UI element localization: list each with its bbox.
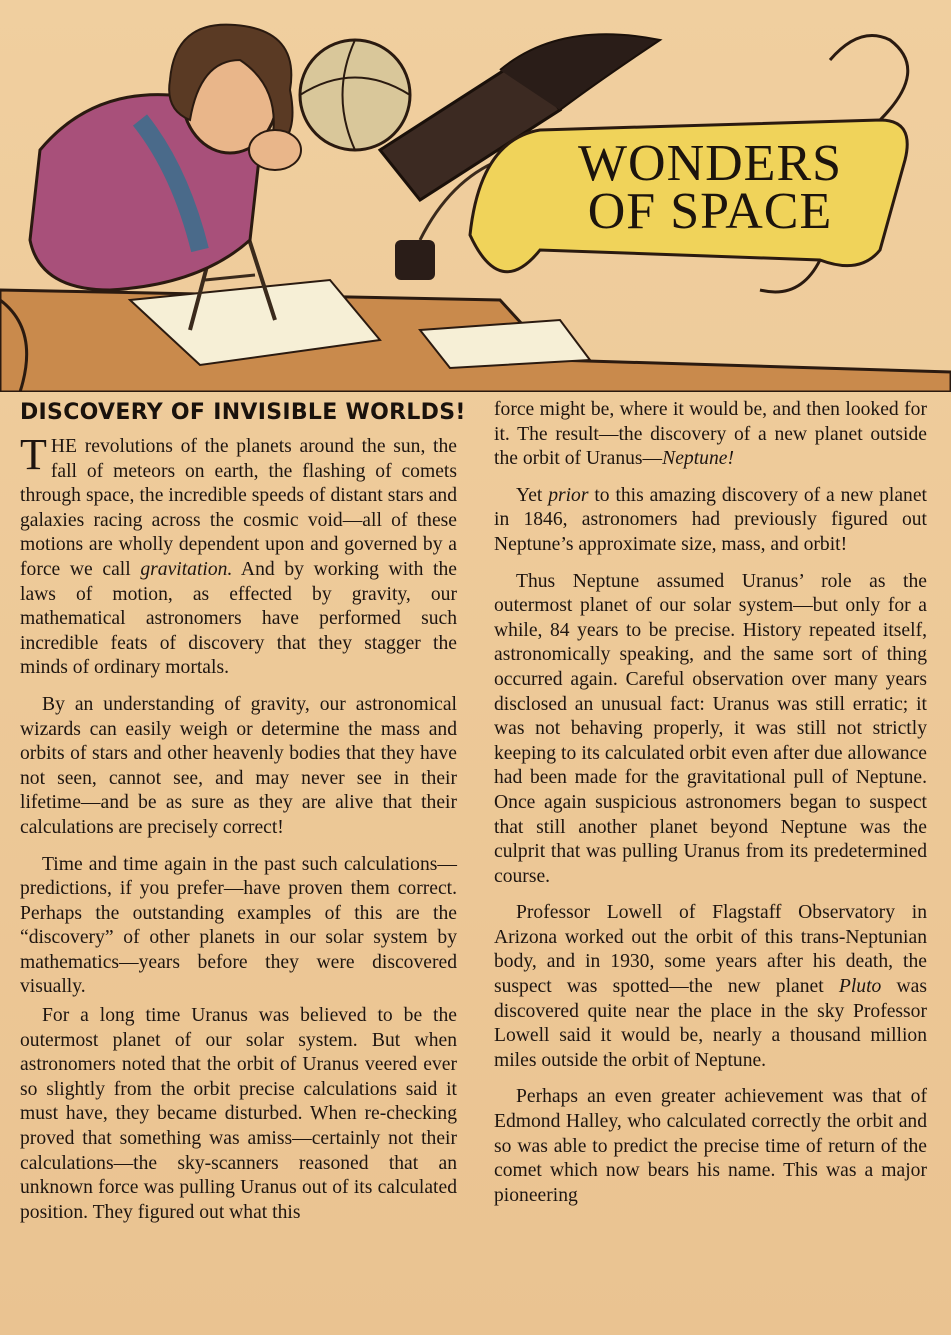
emphasis-text: prior: [548, 484, 589, 506]
paragraph-text: was discovered quite near the place in the sky Professor Lowell said it would be, nearly a thousand million miles outside the orbit of Neptune.: [494, 976, 927, 1071]
banner-title-line2: OF SPACE: [587, 183, 833, 240]
paragraph: Time and time again in the past such calculations—predictions, if you prefer—have proven them correct. Perhaps the outstanding examples of this are the “discovery” of other planets in our solar system by mathematics—years before they were discovered visually.: [20, 853, 457, 998]
paragraph-text: to this amazing discovery of a new planet in 1846, astronomers had previously figured out Neptune’s approximate size, mass, and orbit!: [494, 484, 927, 555]
drop-cap: T: [20, 430, 47, 479]
paragraph-text: Professor Lowell of Flagstaff Observatory in Arizona worked out the orbit of this trans-Neptunian body, and in 1930, some years after his death, the suspect was spotted—the new planet: [494, 902, 927, 998]
emphasis-text: gravitation.: [140, 558, 233, 580]
article-column-right: [494, 398, 927, 1220]
paragraph: Perhaps an even greater achievement was that of Edmond Halley, who calculated correctly the orbit and so was able to predict the precise time of return of the comet which now bears his name. This was a major pioneering: [494, 1086, 927, 1206]
article-column-left: [20, 398, 466, 1237]
paragraph: For a long time Uranus was believed to be the outermost planet of our solar system. But when astronomers noted that the orbit of Uranus veered ever so slightly from the orbit precise calculations said it must have, they became disturbed. When re-checking proved that something was amiss—certainly not their calculations—the sky-scanners reasoned that an unknown force was pulling Uranus out of its calculated position. They figured out what this: [20, 1005, 457, 1223]
banner-title: [545, 135, 875, 240]
paragraph: [494, 398, 927, 472]
paragraph: By an understanding of gravity, our astronomical wizards can easily weigh or determine the mass and orbits of stars and other heavenly bodies that they have not seen, cannot see, and may never see in their lifetime—and be as sure as they are alive that their calculations are precisely correct!: [20, 693, 457, 838]
paragraph-text: Yet: [516, 484, 549, 506]
paragraph-text: HE revolutions of the planets around the sun, the fall of meteors on earth, the flashing of comets through space, the incredible speeds of distant stars and galaxies racing across the cosmic void—all of these motions are wholly dependent upon and governed by a force we call: [20, 436, 457, 580]
emphasis-text: Neptune!: [662, 448, 734, 470]
banner-title-line1: WONDERS: [577, 135, 843, 192]
emphasis-text: Pluto: [838, 976, 882, 998]
paragraph: [494, 901, 927, 1073]
paragraph: Thus Neptune assumed Uranus’ role as the outermost planet of our solar system—but only for a while, 84 years to be precise. History repeated itself, astronomically speaking, and the same sort of thing occurred again. Careful observation over many years disclosed an unusual fact: Uranus was still erratic; it was not behaving properly, it was still not strictly keeping to its calculated orbit even after due allowance had been made for the gravitational pull of Neptune. Once again suspicious astronomers began to suspect that still another planet beyond Neptune was the culprit that was pulling Uranus from its predetermined course.: [494, 570, 927, 887]
paragraph-text: And by working with the laws of motion, as effected by gravity, our mathematical astronomers have performed such incredible feats of discovery that they stagger the minds of ordinary mortals.: [20, 558, 457, 679]
paragraph: [20, 430, 457, 681]
paragraph-text: force might be, where it would be, and then looked for it. The result—the discovery of a new planet outside the orbit of Uranus—: [494, 399, 927, 470]
article-headline: DISCOVERY OF INVISIBLE WORLDS!: [20, 400, 466, 425]
paragraph: [494, 484, 927, 558]
